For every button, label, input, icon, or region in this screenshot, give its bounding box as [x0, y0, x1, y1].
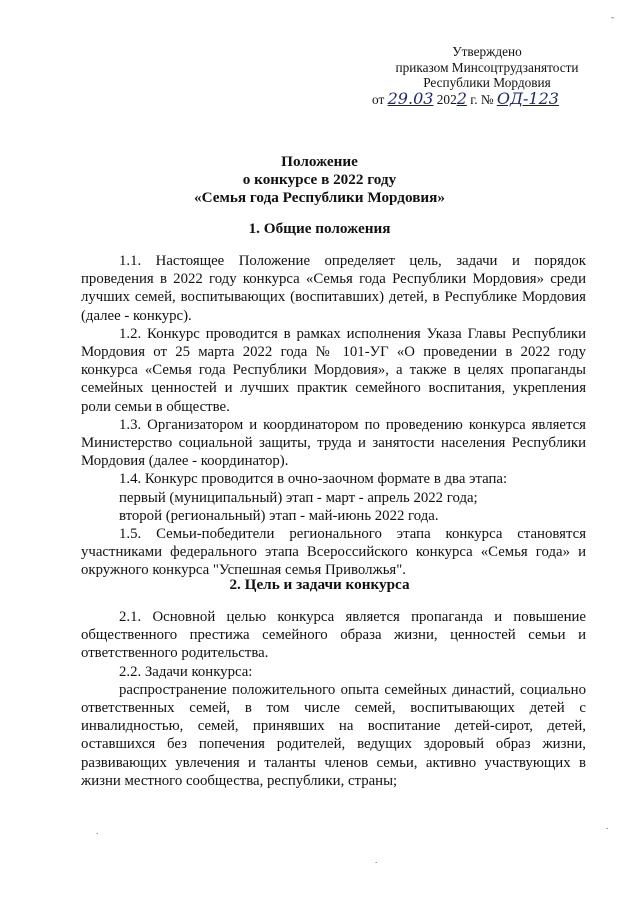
- scan-speck: .: [96, 826, 99, 836]
- scan-speck: -: [611, 12, 614, 22]
- section-1-body: [81, 252, 586, 580]
- paragraph-2-1: 2.1. Основной целью конкурса является пропаганда и повышение общественного престижа семейного образа жизни, ценностей семьи и ответственного родительства.: [81, 609, 586, 662]
- document-title: [0, 153, 639, 207]
- paragraph-1-2: 1.2. Конкурс проводится в рамках исполнения Указа Главы Республики Мордовия от 25 марта 2022 года № 101-УГ «О проведении в 2022 году конкурса «Семья года Республики Мордовия», а также в целях пропаганды семейных ценностей и лучших практик семейного воспитания, укрепления роли семьи в обществе.: [81, 325, 586, 415]
- year-prefix: 202: [436, 91, 457, 107]
- paragraph-1-1: 1.1. Настоящее Положение определяет цель, задачи и порядок проведения в 2022 году конкурса «Семья года Республики Мордовия» среди лучших семей, воспитывающих (воспитавших) детей, в Республике Мордовия (далее - конкурс).: [81, 253, 586, 324]
- title-line-1: Положение: [281, 153, 358, 170]
- handwritten-number: ОД-123: [496, 88, 559, 108]
- paragraph-2-2: 2.2. Задачи конкурса:: [119, 663, 253, 680]
- number-prefix: г. №: [470, 91, 494, 107]
- section-1-heading: 1. Общие положения: [248, 220, 391, 237]
- scan-speck: .: [606, 821, 609, 831]
- paragraph-1-4: 1.4. Конкурс проводится в очно-заочном формате в два этапа:: [119, 471, 508, 488]
- handwritten-date: 29.03: [387, 88, 434, 108]
- approval-title: Утверждено: [452, 44, 522, 59]
- scan-speck: .: [375, 855, 378, 865]
- date-prefix: от: [372, 91, 385, 107]
- title-line-2: о конкурсе в 2022 году: [242, 171, 397, 188]
- approval-stamp: [372, 44, 602, 107]
- title-line-3: «Семья года Республики Мордовия»: [194, 189, 445, 206]
- paragraph-1-3: 1.3. Организатором и координатором по проведению конкурса является Министерство социальной защиты, труда и занятости населения Республики Мордовия (далее - координатор).: [81, 416, 586, 470]
- stage-1: первый (муниципальный) этап - март - апрель 2022 года;: [119, 489, 478, 506]
- stage-2: второй (региональный) этап - май-июнь 2022 года.: [119, 507, 439, 524]
- paragraph-2-2-item: распространение положительного опыта семейных династий, социально ответственных семей, в том числе семей, воспитывающих детей с инвалидностью, семей, принявших на воспитание детей-сирот, детей, оставшихся без попечения родителей, ведущих здоровый образ жизни, развивающих увлечения и таланты членов семьи, активно участвующих в жизни местного сообщества, республики, страны;: [81, 681, 586, 789]
- paragraph-1-5: 1.5. Семьи-победители регионального этапа конкурса становятся участниками федерального этапа Всероссийского конкурса «Семья года» и окружного конкурса "Успешная семья Приволжья".: [81, 526, 586, 579]
- approval-region: Республики Мордовия: [423, 75, 551, 90]
- handwritten-year: 2: [456, 88, 467, 108]
- approval-date-line: [372, 88, 602, 108]
- section-2-heading: 2. Цель и задачи конкурса: [229, 576, 410, 593]
- section-2-body: [81, 608, 586, 790]
- approval-order: приказом Минсоцтрудзанятости: [395, 59, 579, 75]
